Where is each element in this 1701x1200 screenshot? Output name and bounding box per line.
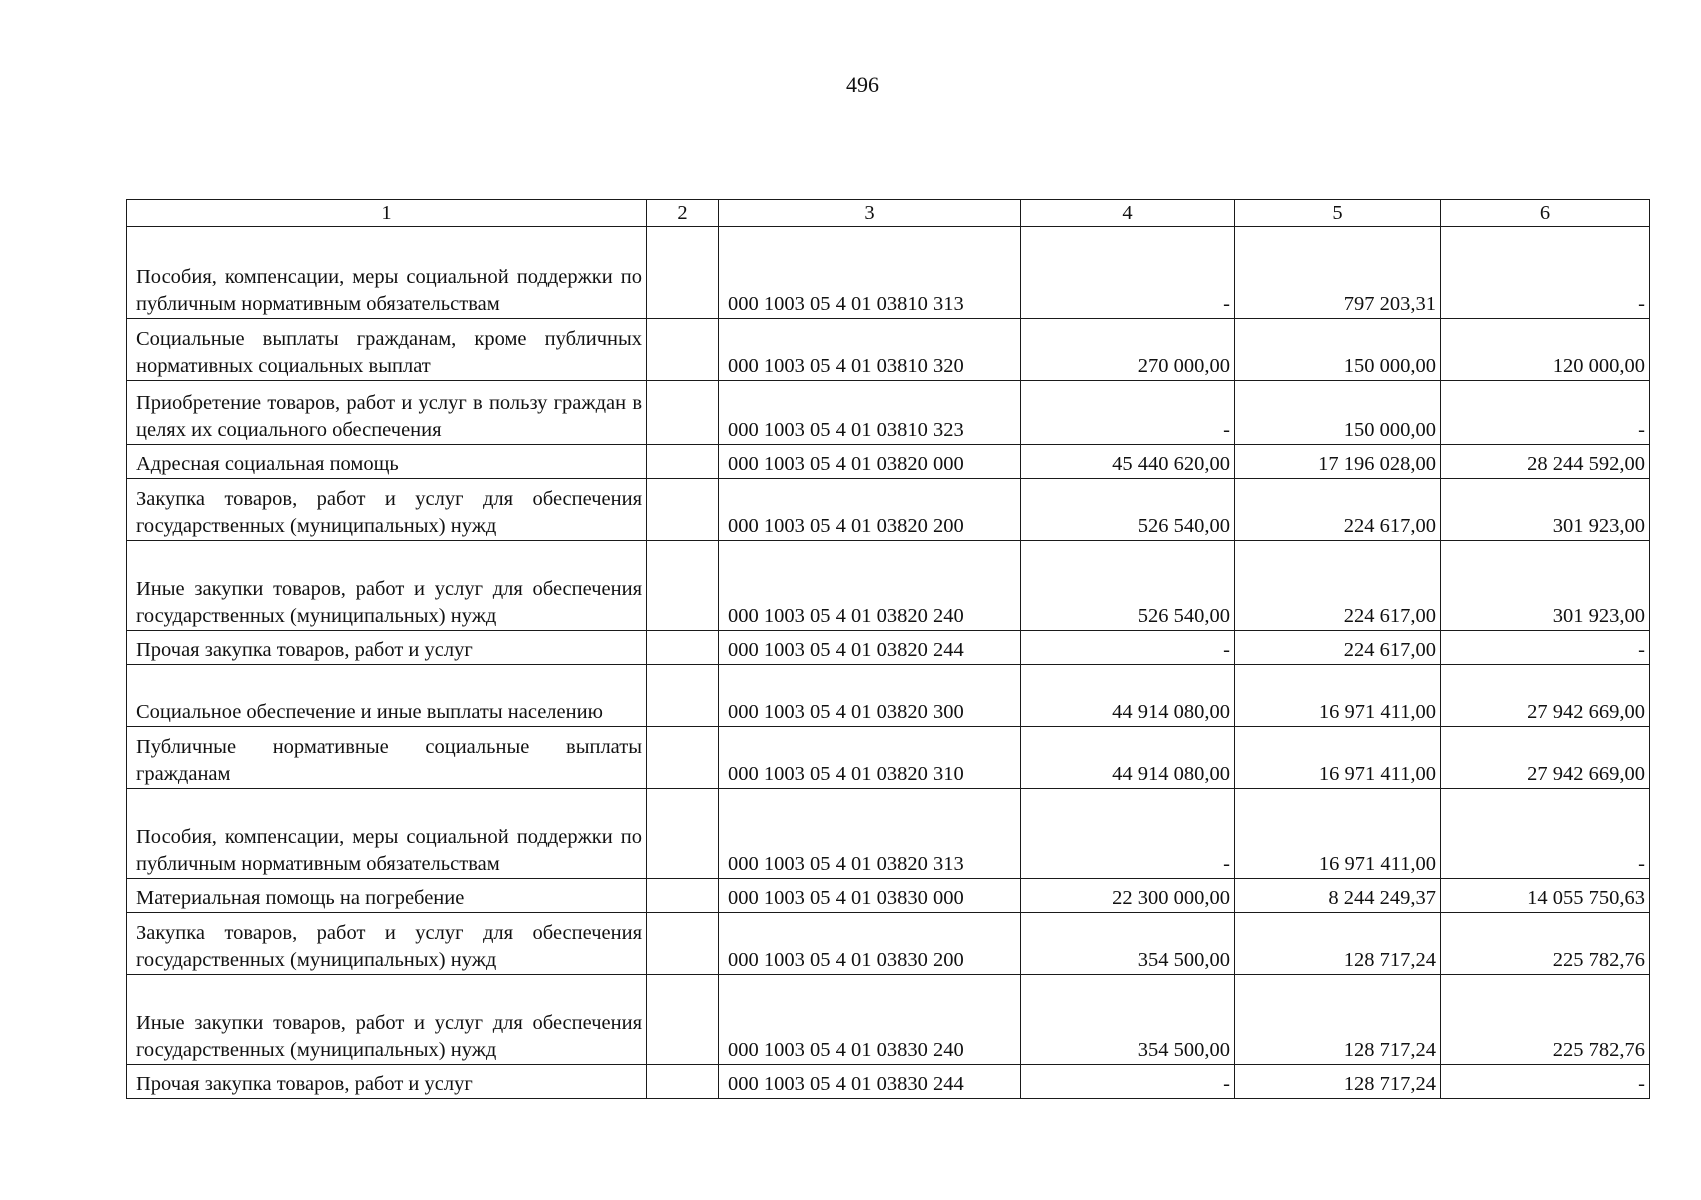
row-done: 8 244 249,37	[1235, 879, 1441, 913]
row-done: 797 203,31	[1235, 227, 1441, 319]
table-row	[127, 665, 1650, 727]
row-rest: 225 782,76	[1441, 913, 1650, 975]
row-kind	[647, 541, 719, 631]
row-done: 16 971 411,00	[1235, 789, 1441, 879]
row-code: 000 1003 05 4 01 03830 200	[719, 913, 1021, 975]
table-row	[127, 879, 1650, 913]
row-name: Пособия, компенсации, меры социальной поддержки по публичным нормативным обязательствам	[127, 789, 647, 879]
table-row	[127, 1065, 1650, 1099]
row-name: Иные закупки товаров, работ и услуг для обеспечения государственных (муниципальных) нужд	[127, 975, 647, 1065]
row-code: 000 1003 05 4 01 03810 323	[719, 381, 1021, 445]
row-plan: -	[1021, 381, 1235, 445]
row-rest: 27 942 669,00	[1441, 665, 1650, 727]
row-rest: -	[1441, 227, 1650, 319]
row-name: Закупка товаров, работ и услуг для обеспечения государственных (муниципальных) нужд	[127, 479, 647, 541]
row-name: Закупка товаров, работ и услуг для обеспечения государственных (муниципальных) нужд	[127, 913, 647, 975]
row-code: 000 1003 05 4 01 03820 244	[719, 631, 1021, 665]
row-plan: -	[1021, 631, 1235, 665]
table-row	[127, 541, 1650, 631]
row-name: Прочая закупка товаров, работ и услуг	[127, 1065, 647, 1099]
row-rest: -	[1441, 1065, 1650, 1099]
row-rest: 301 923,00	[1441, 479, 1650, 541]
row-code: 000 1003 05 4 01 03810 320	[719, 319, 1021, 381]
row-code: 000 1003 05 4 01 03820 313	[719, 789, 1021, 879]
table-row	[127, 975, 1650, 1065]
row-plan: 22 300 000,00	[1021, 879, 1235, 913]
row-rest: 120 000,00	[1441, 319, 1650, 381]
row-plan: -	[1021, 789, 1235, 879]
row-plan: 354 500,00	[1021, 975, 1235, 1065]
row-done: 128 717,24	[1235, 913, 1441, 975]
row-kind	[647, 631, 719, 665]
row-code: 000 1003 05 4 01 03820 310	[719, 727, 1021, 789]
row-code: 000 1003 05 4 01 03820 200	[719, 479, 1021, 541]
row-kind	[647, 665, 719, 727]
row-done: 150 000,00	[1235, 381, 1441, 445]
row-kind	[647, 381, 719, 445]
row-plan: -	[1021, 1065, 1235, 1099]
row-done: 16 971 411,00	[1235, 665, 1441, 727]
row-name: Публичные нормативные социальные выплаты гражданам	[127, 727, 647, 789]
table-row	[127, 913, 1650, 975]
row-code: 000 1003 05 4 01 03830 240	[719, 975, 1021, 1065]
row-plan: 44 914 080,00	[1021, 727, 1235, 789]
row-rest: 14 055 750,63	[1441, 879, 1650, 913]
column-header: 6	[1441, 200, 1650, 227]
row-code: 000 1003 05 4 01 03810 313	[719, 227, 1021, 319]
header-row	[127, 200, 1650, 227]
row-kind	[647, 727, 719, 789]
table-row	[127, 381, 1650, 445]
row-code: 000 1003 05 4 01 03830 000	[719, 879, 1021, 913]
row-plan: -	[1021, 227, 1235, 319]
row-plan: 270 000,00	[1021, 319, 1235, 381]
row-plan: 354 500,00	[1021, 913, 1235, 975]
row-name: Социальное обеспечение и иные выплаты населению	[127, 665, 647, 727]
table-row	[127, 727, 1650, 789]
row-kind	[647, 789, 719, 879]
row-rest: 301 923,00	[1441, 541, 1650, 631]
row-rest: 27 942 669,00	[1441, 727, 1650, 789]
row-plan: 45 440 620,00	[1021, 445, 1235, 479]
row-code: 000 1003 05 4 01 03820 000	[719, 445, 1021, 479]
row-name: Прочая закупка товаров, работ и услуг	[127, 631, 647, 665]
row-done: 17 196 028,00	[1235, 445, 1441, 479]
row-kind	[647, 319, 719, 381]
column-header: 2	[647, 200, 719, 227]
row-rest: -	[1441, 631, 1650, 665]
row-kind	[647, 975, 719, 1065]
row-name: Социальные выплаты гражданам, кроме публичных нормативных социальных выплат	[127, 319, 647, 381]
table-row	[127, 789, 1650, 879]
table-row	[127, 227, 1650, 319]
table-row	[127, 479, 1650, 541]
table-row	[127, 319, 1650, 381]
row-name: Иные закупки товаров, работ и услуг для обеспечения государственных (муниципальных) нужд	[127, 541, 647, 631]
row-code: 000 1003 05 4 01 03830 244	[719, 1065, 1021, 1099]
row-done: 224 617,00	[1235, 631, 1441, 665]
row-done: 128 717,24	[1235, 975, 1441, 1065]
column-header: 3	[719, 200, 1021, 227]
row-rest: -	[1441, 789, 1650, 879]
row-rest: 28 244 592,00	[1441, 445, 1650, 479]
table-row	[127, 445, 1650, 479]
row-code: 000 1003 05 4 01 03820 300	[719, 665, 1021, 727]
row-done: 224 617,00	[1235, 479, 1441, 541]
row-kind	[647, 479, 719, 541]
row-done: 16 971 411,00	[1235, 727, 1441, 789]
row-plan: 44 914 080,00	[1021, 665, 1235, 727]
row-kind	[647, 227, 719, 319]
budget-execution-table	[126, 199, 1650, 1099]
row-kind	[647, 879, 719, 913]
row-name: Адресная социальная помощь	[127, 445, 647, 479]
row-kind	[647, 1065, 719, 1099]
row-plan: 526 540,00	[1021, 541, 1235, 631]
row-kind	[647, 445, 719, 479]
row-done: 128 717,24	[1235, 1065, 1441, 1099]
row-done: 224 617,00	[1235, 541, 1441, 631]
row-code: 000 1003 05 4 01 03820 240	[719, 541, 1021, 631]
row-name: Пособия, компенсации, меры социальной поддержки по публичным нормативным обязательствам	[127, 227, 647, 319]
row-kind	[647, 913, 719, 975]
row-plan: 526 540,00	[1021, 479, 1235, 541]
table-row	[127, 631, 1650, 665]
column-header: 5	[1235, 200, 1441, 227]
row-rest: 225 782,76	[1441, 975, 1650, 1065]
column-header: 4	[1021, 200, 1235, 227]
column-header: 1	[127, 200, 647, 227]
row-name: Приобретение товаров, работ и услуг в пользу граждан в целях их социального обеспечения	[127, 381, 647, 445]
row-name: Материальная помощь на погребение	[127, 879, 647, 913]
page-number: 496	[846, 72, 879, 97]
row-rest: -	[1441, 381, 1650, 445]
row-done: 150 000,00	[1235, 319, 1441, 381]
